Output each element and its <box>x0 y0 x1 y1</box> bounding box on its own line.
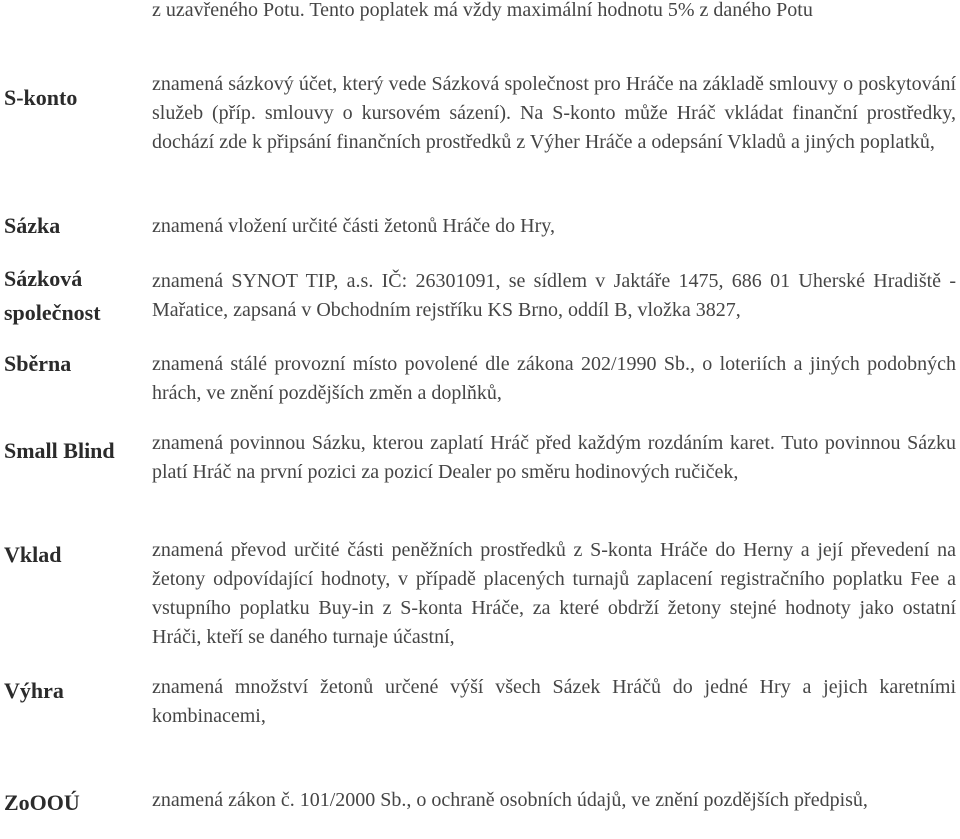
definition-s-konto <box>152 70 956 157</box>
definition-text: znamená povinnou Sázku, kterou zaplatí Hráč před každým rozdáním karet. Tuto povinnou Sázku platí Hráč na první pozici za pozicí Dealer po směru hodinových ručiček, <box>152 432 956 483</box>
term-zooou: ZoOOÚ <box>4 790 80 815</box>
term-vklad: Vklad <box>4 542 62 567</box>
term-sberna: Sběrna <box>4 351 72 376</box>
definition-text: znamená stálé provozní místo povolené dle zákona 202/1990 Sb., o loteriích a jiných podobných hrách, ve znění pozdějších změn a doplňků, <box>152 353 956 404</box>
definition-vyhra <box>152 673 956 731</box>
definition-sazka <box>152 212 956 241</box>
definition-text: znamená sázkový účet, který vede Sázková společnost pro Hráče na základě smlouvy o poskytování služeb (příp. smlouvy o kursovém sázení). Na S-konto může Hráč vkládat finanční prostředky, dochází zde k připsání finančních prostředků z Výher Hráče a odepsání Vkladů a jiných poplatků, <box>152 73 956 153</box>
definition-sberna <box>152 350 956 408</box>
definition-zooou <box>152 786 956 815</box>
continuation-line: z uzavřeného Potu. Tento poplatek má vždy maximální hodnotu 5% z daného Potu <box>152 0 813 21</box>
term-small-blind: Small Blind <box>4 438 115 463</box>
definition-text: znamená množství žetonů určené výší všech Sázek Hráčů do jedné Hry a jejich karetními kombinacemi, <box>152 676 956 727</box>
term-s-konto: S-konto <box>4 85 78 110</box>
term-sazka: Sázka <box>4 213 61 238</box>
definition-text: znamená převod určité části peněžních prostředků z S-konta Hráče do Herny a její převedení na žetony odpovídající hodnoty, v případě placených turnajů zaplacení registračního poplatku Fee a vstupního poplatku Buy-in z S-konta Hráče, za které obdrží žetony stejné hodnoty jako ostatní Hráči, kteří se daného turnaje účastní, <box>152 539 956 648</box>
definition-vklad <box>152 536 956 652</box>
definition-sazkova-spolecnost <box>152 267 956 325</box>
term-sazkova-spolecnost: Sázková společnost <box>4 266 101 325</box>
term-vyhra: Výhra <box>4 678 64 703</box>
definition-text: znamená SYNOT TIP, a.s. IČ: 26301091, se sídlem v Jaktáře 1475, 686 01 Uherské Hradiště - Mařatice, zapsaná v Obchodním rejstříku KS Brno, oddíl B, vložka 3827, <box>152 270 956 321</box>
definition-text: znamená zákon č. 101/2000 Sb., o ochraně osobních údajů, ve znění pozdějších předpisů, <box>152 789 868 811</box>
definition-text: znamená vložení určité části žetonů Hráče do Hry, <box>152 215 555 237</box>
definition-small-blind <box>152 429 956 487</box>
